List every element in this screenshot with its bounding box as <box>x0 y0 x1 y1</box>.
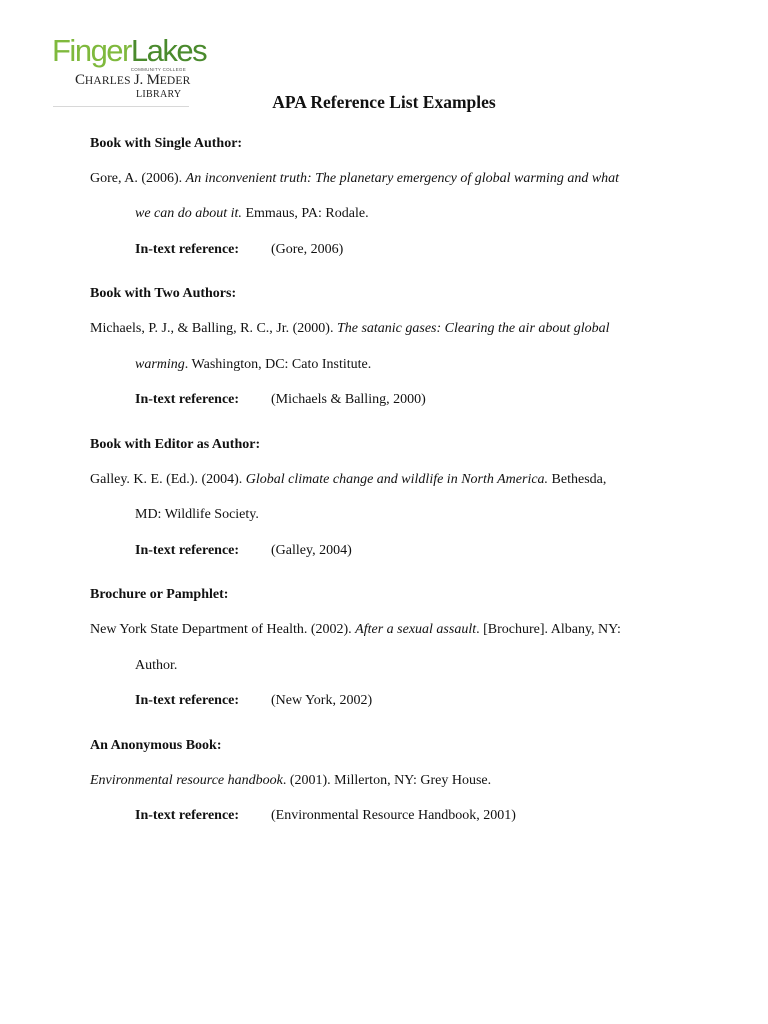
reference-italic-title: Environmental resource handbook <box>90 773 283 788</box>
reference-line <box>90 321 610 337</box>
section-heading-anonymous-book: An Anonymous Book: <box>90 738 222 753</box>
reference-text: Bethesda, <box>548 472 607 487</box>
reference-text: Emmaus, PA: Rodale. <box>241 206 369 221</box>
reference-italic-title: warming <box>135 357 185 372</box>
reference-text: New York State Department of Health. (2002). <box>90 622 356 637</box>
page-title <box>0 92 768 113</box>
section-heading-single-author: Book with Single Author: <box>90 136 243 151</box>
section-heading-two-authors: Book with Two Authors: <box>90 286 237 301</box>
reference-line-continued <box>135 658 177 674</box>
intext-reference-label: In-text reference: <box>135 543 240 558</box>
page-title-text: APA Reference List Examples <box>272 92 496 112</box>
intext-reference-value: (Environmental Resource Handbook, 2001) <box>271 808 516 823</box>
section-heading-editor-author: Book with Editor as Author: <box>90 437 261 452</box>
reference-line <box>90 171 619 187</box>
reference-italic-title: An inconvenient truth: The planetary emergency of global warming and what <box>185 171 620 186</box>
intext-reference-label: In-text reference: <box>135 693 240 708</box>
reference-text: Gore, A. (2006). <box>90 171 186 186</box>
logo-library-name: CHARLES J. MEDER <box>75 72 191 88</box>
intext-reference-label: In-text reference: <box>135 242 240 257</box>
logo-lakes-text: Lakes <box>130 33 207 68</box>
reference-line <box>90 622 621 638</box>
reference-line <box>90 472 606 488</box>
logo-wordmark <box>52 34 206 68</box>
logo-library-word: LIBRARY <box>136 89 182 100</box>
reference-text: Michaels, P. J., & Balling, R. C., Jr. (2000). <box>90 321 337 336</box>
intext-reference-label: In-text reference: <box>135 392 240 407</box>
intext-reference-value: (Galley, 2004) <box>271 543 352 558</box>
logo-finger-text: Finger <box>52 33 131 68</box>
reference-line <box>90 773 491 789</box>
reference-italic-title: The satanic gases: Clearing the air about global <box>336 321 610 336</box>
reference-text: . (2001). Millerton, NY: Grey House. <box>282 773 492 788</box>
reference-text: . [Brochure]. Albany, NY: <box>476 622 621 637</box>
reference-text: . Washington, DC: Cato Institute. <box>184 357 372 372</box>
reference-line-continued <box>135 206 369 222</box>
reference-line-continued <box>135 357 371 373</box>
reference-italic-title: After a sexual assault <box>355 622 477 637</box>
reference-italic-title: we can do about it. <box>135 206 242 221</box>
reference-line-continued <box>135 507 259 523</box>
logo-college-text: COMMUNITY COLLEGE <box>130 67 186 72</box>
section-heading-brochure: Brochure or Pamphlet: <box>90 587 229 602</box>
intext-reference-label: In-text reference: <box>135 808 240 823</box>
intext-reference-value: (Gore, 2006) <box>271 242 344 257</box>
intext-reference-value: (Michaels & Balling, 2000) <box>271 392 426 407</box>
reference-text: Author. <box>135 658 178 673</box>
reference-text: MD: Wildlife Society. <box>135 507 259 522</box>
reference-text: Galley. K. E. (Ed.). (2004). <box>90 472 246 487</box>
intext-reference-value: (New York, 2002) <box>271 693 373 708</box>
reference-italic-title: Global climate change and wildlife in North America. <box>245 472 549 487</box>
